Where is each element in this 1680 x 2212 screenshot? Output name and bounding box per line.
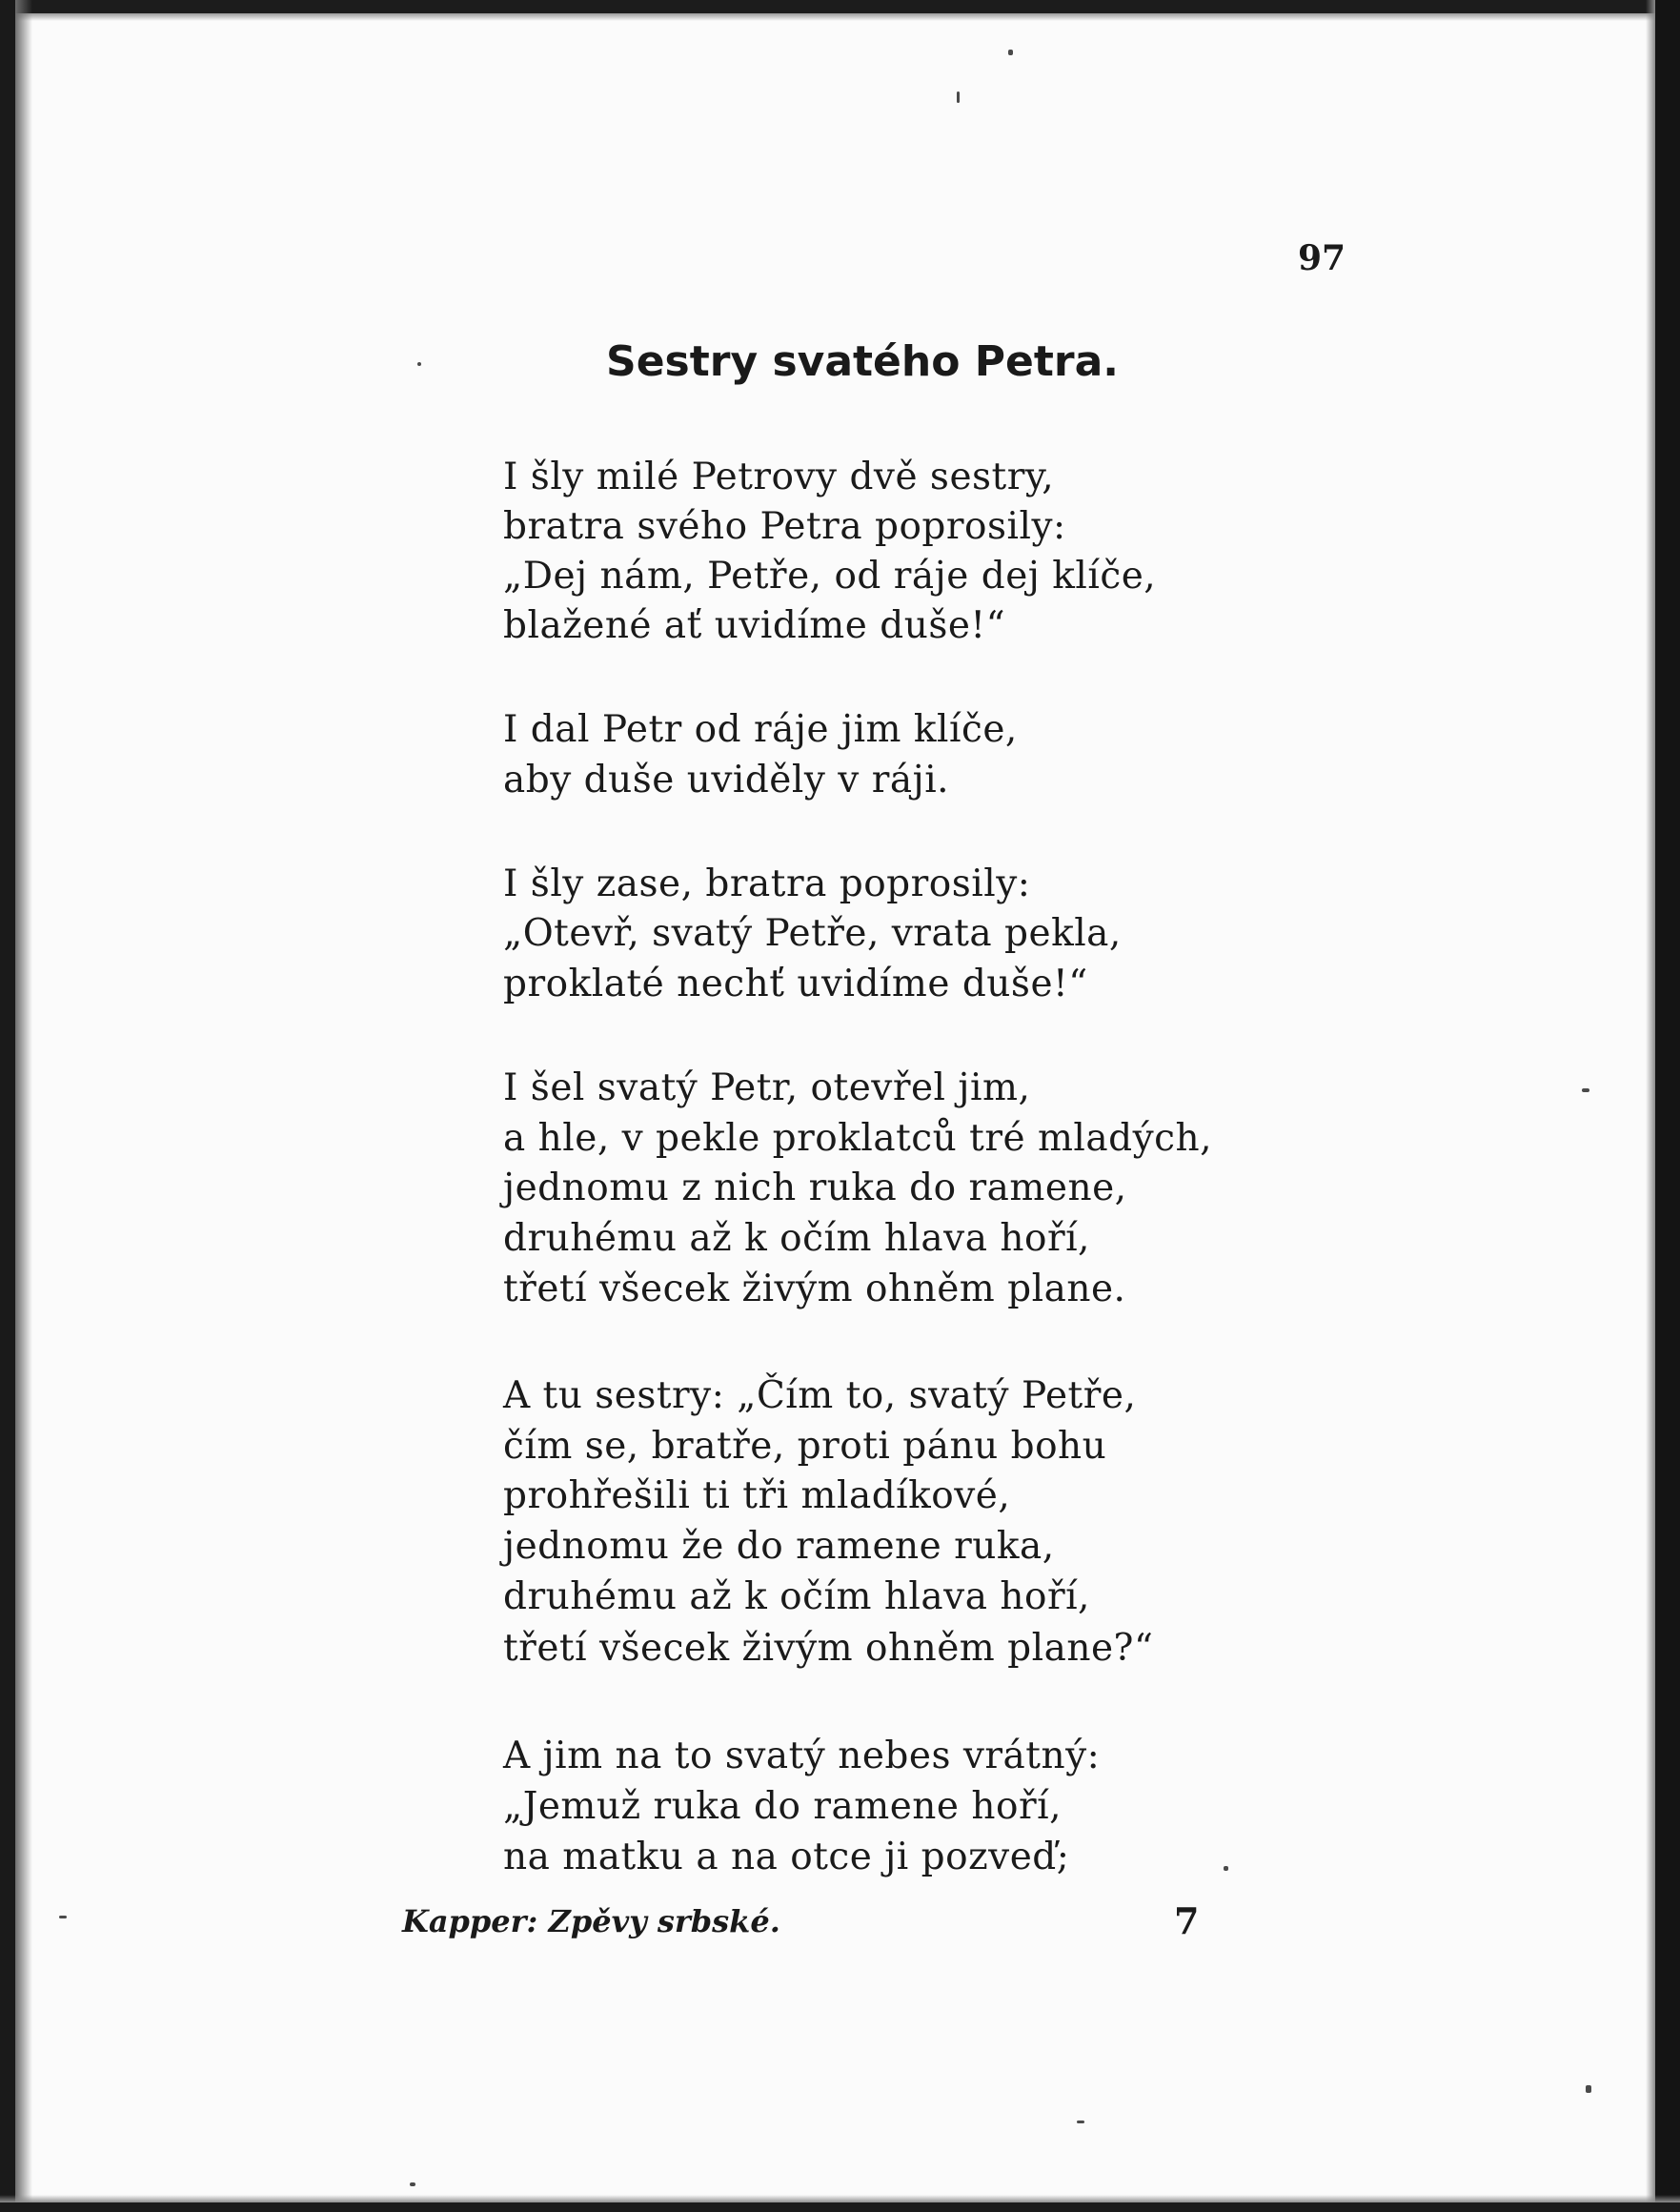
poem-line: A tu sestry: „Čím to, svatý Petře, [503, 1374, 1137, 1417]
paper-speck [1077, 2121, 1084, 2123]
paper-speck [957, 91, 960, 103]
poem-line: „Dej nám, Petře, od ráje dej klíče, [503, 555, 1157, 598]
paper-speck [1586, 2085, 1591, 2093]
poem-line: prohřešili ti tři mladíkové, [503, 1474, 1011, 1517]
poem-line: jednomu že do ramene ruka, [503, 1525, 1055, 1568]
footer-source: Kapper: Zpěvy srbské. [402, 1903, 780, 1939]
poem-line: třetí všecek živým ohněm plane. [503, 1268, 1126, 1310]
paper-speck [417, 362, 421, 366]
paper-speck [1008, 50, 1013, 55]
paper-speck [410, 2182, 415, 2186]
poem-line: A jim na to svatý nebes vrátný: [503, 1735, 1101, 1777]
scan-shadow-left [15, 0, 32, 2212]
poem-line: aby duše uviděly v ráji. [503, 759, 950, 802]
poem-line: na matku a na otce ji pozveď; [503, 1836, 1070, 1878]
scan-shadow-bottom [0, 2195, 1680, 2202]
scan-border-right [1655, 0, 1680, 2212]
scan-border-top [0, 0, 1680, 13]
page-number: 97 [1298, 238, 1346, 278]
scan-shadow-right [1646, 0, 1655, 2212]
paper-speck [1582, 1088, 1589, 1092]
poem-line: I šly milé Petrovy dvě sestry, [503, 456, 1055, 498]
paper-speck [1224, 1866, 1228, 1871]
poem-line: druhému až k očím hlava hoří, [503, 1217, 1090, 1260]
poem-line: a hle, v pekle proklatců tré mladých, [503, 1117, 1212, 1160]
poem-line: I šel svatý Petr, otevřel jim, [503, 1066, 1031, 1109]
poem-line: „Jemuž ruka do ramene hoří, [503, 1785, 1063, 1828]
poem-line: jednomu z nich ruka do ramene, [503, 1167, 1127, 1209]
poem-line: „Otevř, svatý Petře, vrata pekla, [503, 912, 1122, 955]
poem-line: I šly zase, bratra poprosily: [503, 862, 1031, 905]
paper-speck [59, 1916, 67, 1918]
poem-line: I dal Petr od ráje jim klíče, [503, 708, 1018, 751]
poem-line: druhému až k očím hlava hoří, [503, 1575, 1090, 1618]
poem-line: blažené ať uvidíme duše!“ [503, 604, 1006, 647]
scan-shadow-top [0, 13, 1680, 21]
poem-line: třetí všecek živým ohněm plane?“ [503, 1627, 1154, 1670]
scan-border-left [0, 0, 15, 2212]
poem-line: bratra svého Petra poprosily: [503, 505, 1066, 548]
poem-line: proklaté nechť uvidíme duše!“ [503, 963, 1088, 1005]
signature-mark: 7 [1174, 1899, 1200, 1942]
scan-border-bottom [0, 2202, 1680, 2212]
poem-title: Sestry svatého Petra. [606, 337, 1119, 386]
poem-line: čím se, bratře, proti pánu bohu [503, 1425, 1107, 1468]
